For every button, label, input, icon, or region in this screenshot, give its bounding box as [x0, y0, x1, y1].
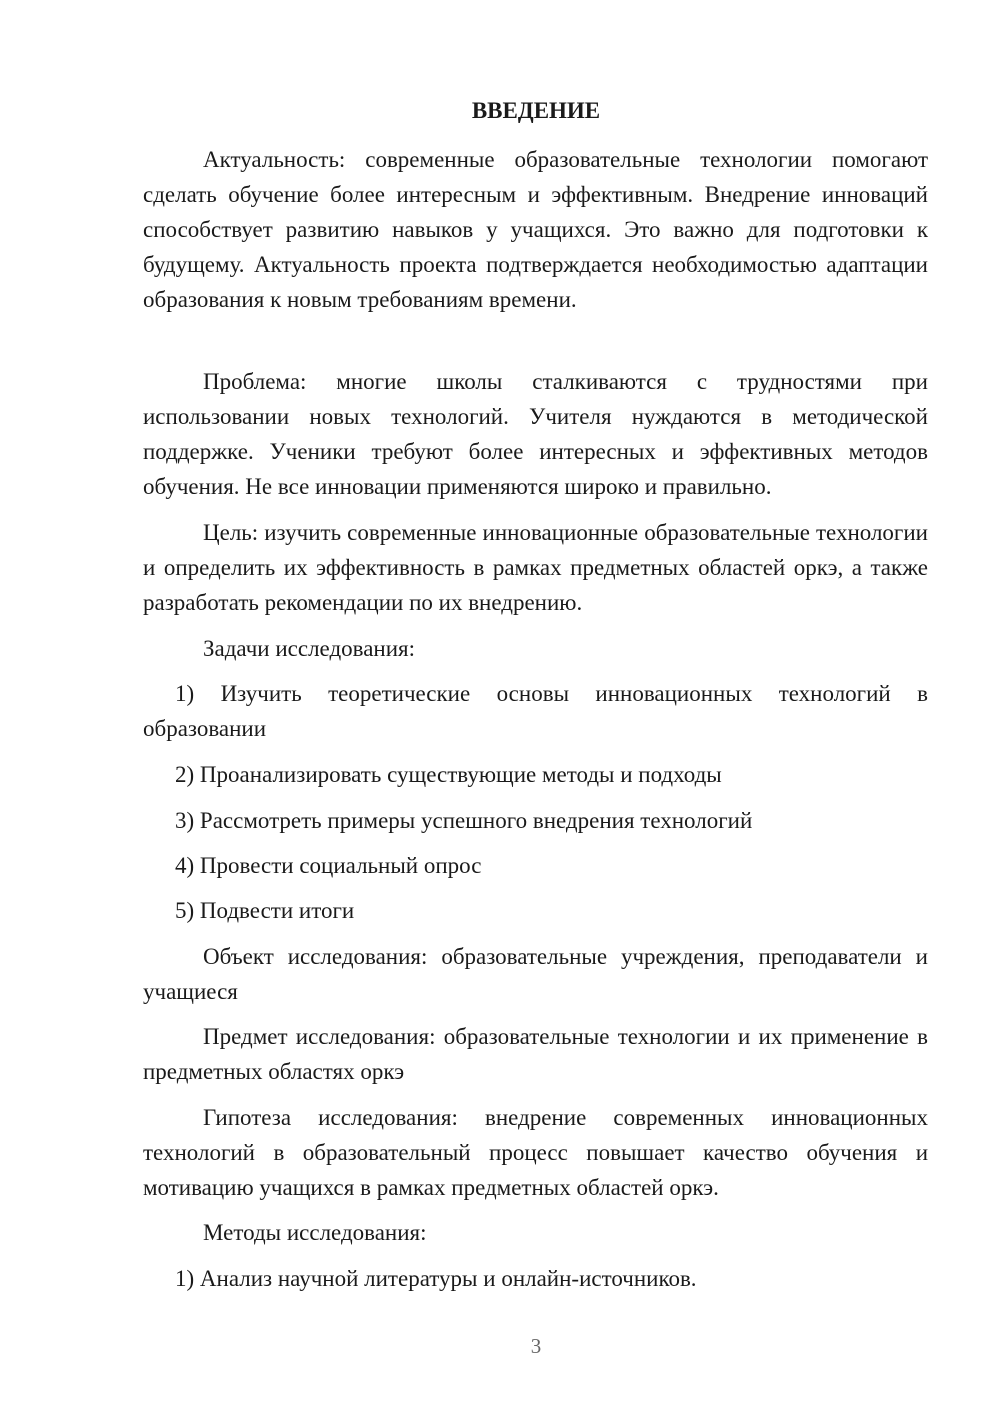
goal-block	[143, 515, 928, 620]
task-item	[143, 803, 928, 838]
task-item	[143, 848, 928, 883]
task-item-text: 2) Проанализировать существующие методы и подходы	[175, 762, 722, 787]
hypothesis-paragraph: Гипотеза исследования: внедрение современных инновационных технологий в образовательный процесс повышает качество обучения и мотивацию учащихся в рамках предметных областей оркэ.	[143, 1105, 928, 1200]
object-block	[143, 939, 928, 1009]
method-item-text: 1) Анализ научной литературы и онлайн-источников.	[175, 1266, 697, 1291]
task-item-text: 5) Подвести итоги	[175, 898, 355, 923]
task-item-text: 4) Провести социальный опрос	[175, 853, 482, 878]
section-title: ВВЕДЕНИЕ	[471, 98, 601, 123]
problem-paragraph: Проблема: многие школы сталкиваются с трудностями при использовании новых технологий. Учителя нуждаются в методической поддержке. Ученики требуют более интересных и эффективных методов обучения. Не все инновации применяются широко и правильно.	[143, 369, 928, 499]
task-item	[143, 676, 928, 746]
task-item-text: 1) Изучить теоретические основы инновационных технологий в образовании	[143, 681, 928, 741]
methods-heading-block	[143, 1215, 928, 1250]
relevance-paragraph: Актуальность: современные образовательные технологии помогают сделать обучение более интересным и эффективным. Внедрение инноваций способствует развитию навыков у учащихся. Это важно для подготовки к будущему. Актуальность проекта подтверждается необходимостью адаптации образования к новым требованиям времени.	[143, 147, 928, 312]
methods-heading: Методы исследования:	[203, 1220, 427, 1245]
tasks-heading-block	[143, 631, 928, 666]
relevance-block	[143, 142, 928, 317]
object-paragraph: Объект исследования: образовательные учреждения, преподаватели и учащиеся	[143, 944, 928, 1004]
task-item	[143, 893, 928, 928]
goal-paragraph: Цель: изучить современные инновационные образовательные технологии и определить их эффективность в рамках предметных областей оркэ, а также разработать рекомендации по их внедрению.	[143, 520, 928, 615]
method-item	[143, 1261, 928, 1296]
task-item	[143, 757, 928, 792]
page-number: 3	[530, 1334, 542, 1358]
hypothesis-block	[143, 1100, 928, 1205]
task-item-text: 3) Рассмотреть примеры успешного внедрения технологий	[175, 808, 753, 833]
subject-paragraph: Предмет исследования: образовательные технологии и их применение в предметных областях оркэ	[143, 1024, 928, 1084]
problem-block	[143, 364, 928, 504]
tasks-heading: Задачи исследования:	[203, 636, 416, 661]
subject-block	[143, 1019, 928, 1089]
